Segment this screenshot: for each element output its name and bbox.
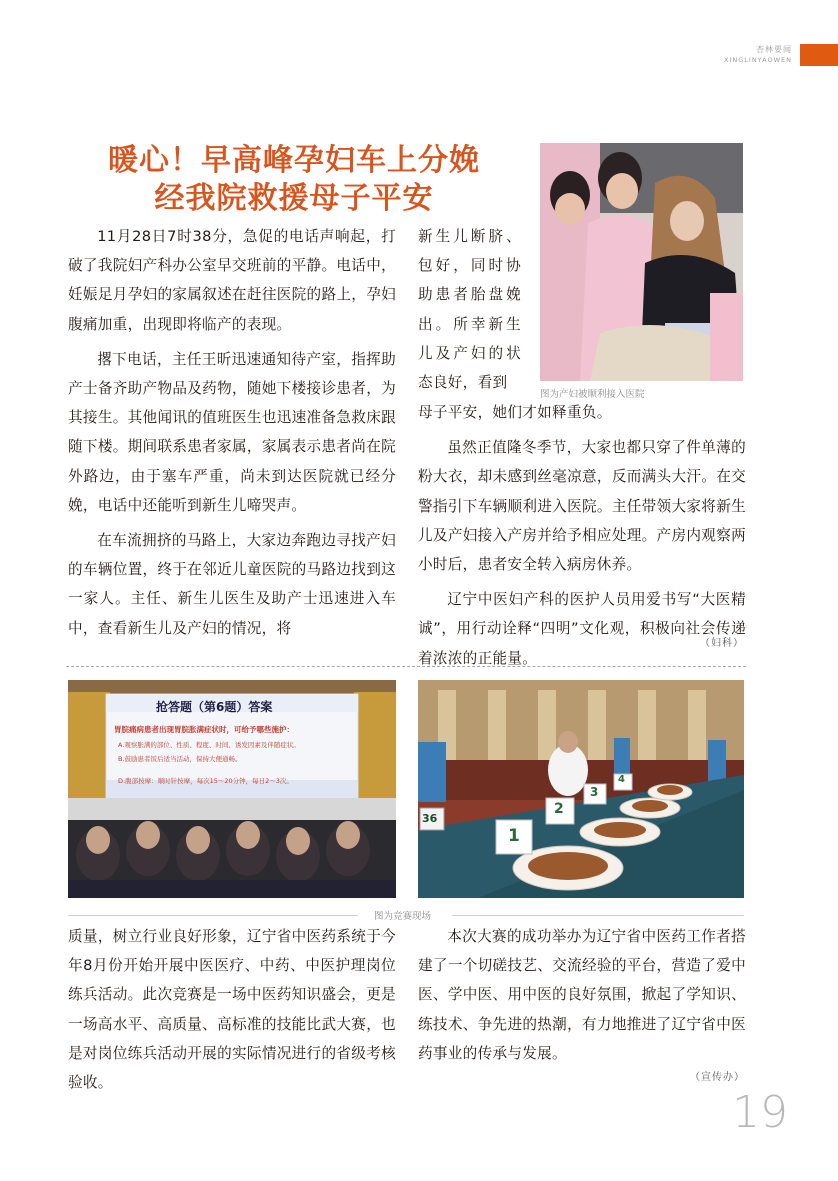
- contestant-number-card: 36: [422, 812, 438, 825]
- slide-answer-b: B.鼓励患者饭后适当活动，保持大便通畅。: [118, 755, 242, 763]
- article2-signature: （宣传办）: [690, 1072, 745, 1083]
- photo-caption: 图为产妇被顺利接入医院: [540, 389, 645, 400]
- plate-number-2: 2: [554, 801, 564, 817]
- slide-title: 抢答题（第6题）答案: [156, 700, 273, 714]
- mother-photo: [540, 143, 743, 381]
- paragraph: 11月28日7时38分，急促的电话声响起，打破了我院妇产科办公室早交班前的平静。电话中，妊娠足月孕妇的家属叙述在赶往医院的路上，孕妇腹痛加重，出现即将临产的表现。: [68, 228, 396, 333]
- article-title: [68, 142, 520, 218]
- article-title-line1: 暖心！早高峰孕妇车上分娩: [108, 143, 480, 178]
- paragraph: 质量，树立行业良好形象，辽宁省中医药系统于今年8月份开始开展中医医疗、中药、中医护理岗位练兵活动。此次竞赛是一场中医药知识盛会，更是一场高水平、高质量、高标准的技能比武大赛，也是对岗位练兵活动开展的实际情况进行的省级考核验收。: [68, 928, 396, 1092]
- paragraph: 虽然正值隆冬季节，大家也都只穿了件单薄的粉大衣，却未感到丝毫凉意，反而满头大汗。在交警指引下车辆顺利进入医院。主任带领大家将新生儿及产妇接入产房并给予相应处理。产房内观察两小时后，患者安全转入病房休养。: [418, 439, 746, 574]
- section-divider: [66, 666, 746, 667]
- paragraph: 母子平安，她们才如释重负。: [418, 404, 612, 421]
- herb-contest-image: [418, 680, 744, 898]
- caption-rule-left: [68, 915, 358, 916]
- article1-signature: （妇科）: [700, 638, 744, 649]
- plate-number-1: 1: [508, 826, 520, 846]
- article1-narrow-column: [418, 222, 521, 397]
- paragraph: 本次大赛的成功举办为辽宁省中医药工作者搭建了一个切磋技艺、交流经验的平台，营造了爱中医、学中医、用中医的良好氛围，掀起了学知识、练技术、争先进的热潮，有力地推进了辽宁省中医药事业的传承与发展。: [418, 928, 746, 1062]
- article-title-line2: 经我院救援母子平安: [154, 181, 434, 216]
- plate-number-3: 3: [590, 785, 599, 799]
- section-title: 杏林要闻: [756, 45, 792, 54]
- photo-caption: 图为竞赛现场: [374, 911, 432, 922]
- herb-contest-photo: [418, 680, 744, 898]
- article1-left-column: [68, 222, 396, 643]
- caption-rule-right: [452, 915, 744, 916]
- paragraph: 在车流拥挤的马路上，大家边奔跑边寻找产妇的车辆位置，终于在邻近儿童医院的马路边找到这一家人。主任、新生儿医生及助产士迅速进入车中，查看新生儿及产妇的情况，将: [68, 532, 396, 637]
- article2-right-column: [418, 922, 746, 1068]
- page-number: 19: [732, 1087, 788, 1138]
- quiz-stage-photo: [68, 680, 396, 898]
- mother-photo-image: [540, 143, 743, 381]
- section-accent-bar: [800, 44, 838, 66]
- article1-right-column: [418, 398, 746, 673]
- paragraph: 撂下电话，主任王昕迅速通知待产室，指挥助产士备齐助产物品及药物，随她下楼接诊患者，为其接生。其他闻讯的值班医生也迅速准备急救床跟随下楼。期间联系患者家属，家属表示患者尚在院外路边，由于塞车严重，尚未到达医院就已经分娩，电话中还能听到新生儿啼哭声。: [68, 350, 396, 514]
- paragraph: 辽宁中医妇产科的医护人员用爱书写“大医精诚”，用行动诠释“四明”文化观，积极向社会传递着浓浓的正能量。: [418, 591, 746, 667]
- slide-answer-d: D.腹部按摩：顺时针按摩，每次15～20分钟，每日2～3次。: [118, 777, 293, 785]
- slide-question: 胃脘痛病患者出现胃脘胀满症状时，可给予哪些施护：: [114, 725, 294, 734]
- plate-number-4: 4: [618, 774, 625, 785]
- paragraph: 新生儿断脐、包好，同时协助患者胎盘娩出。所幸新生儿及产妇的状态良好，看到: [418, 228, 521, 392]
- article2-left-column: [68, 922, 396, 1097]
- section-subtitle: XINGLINYAOWEN: [724, 56, 792, 64]
- slide-answer-a: A.观察胀满的部位、性质、程度、时间、诱发因素及伴随症状。: [118, 741, 300, 749]
